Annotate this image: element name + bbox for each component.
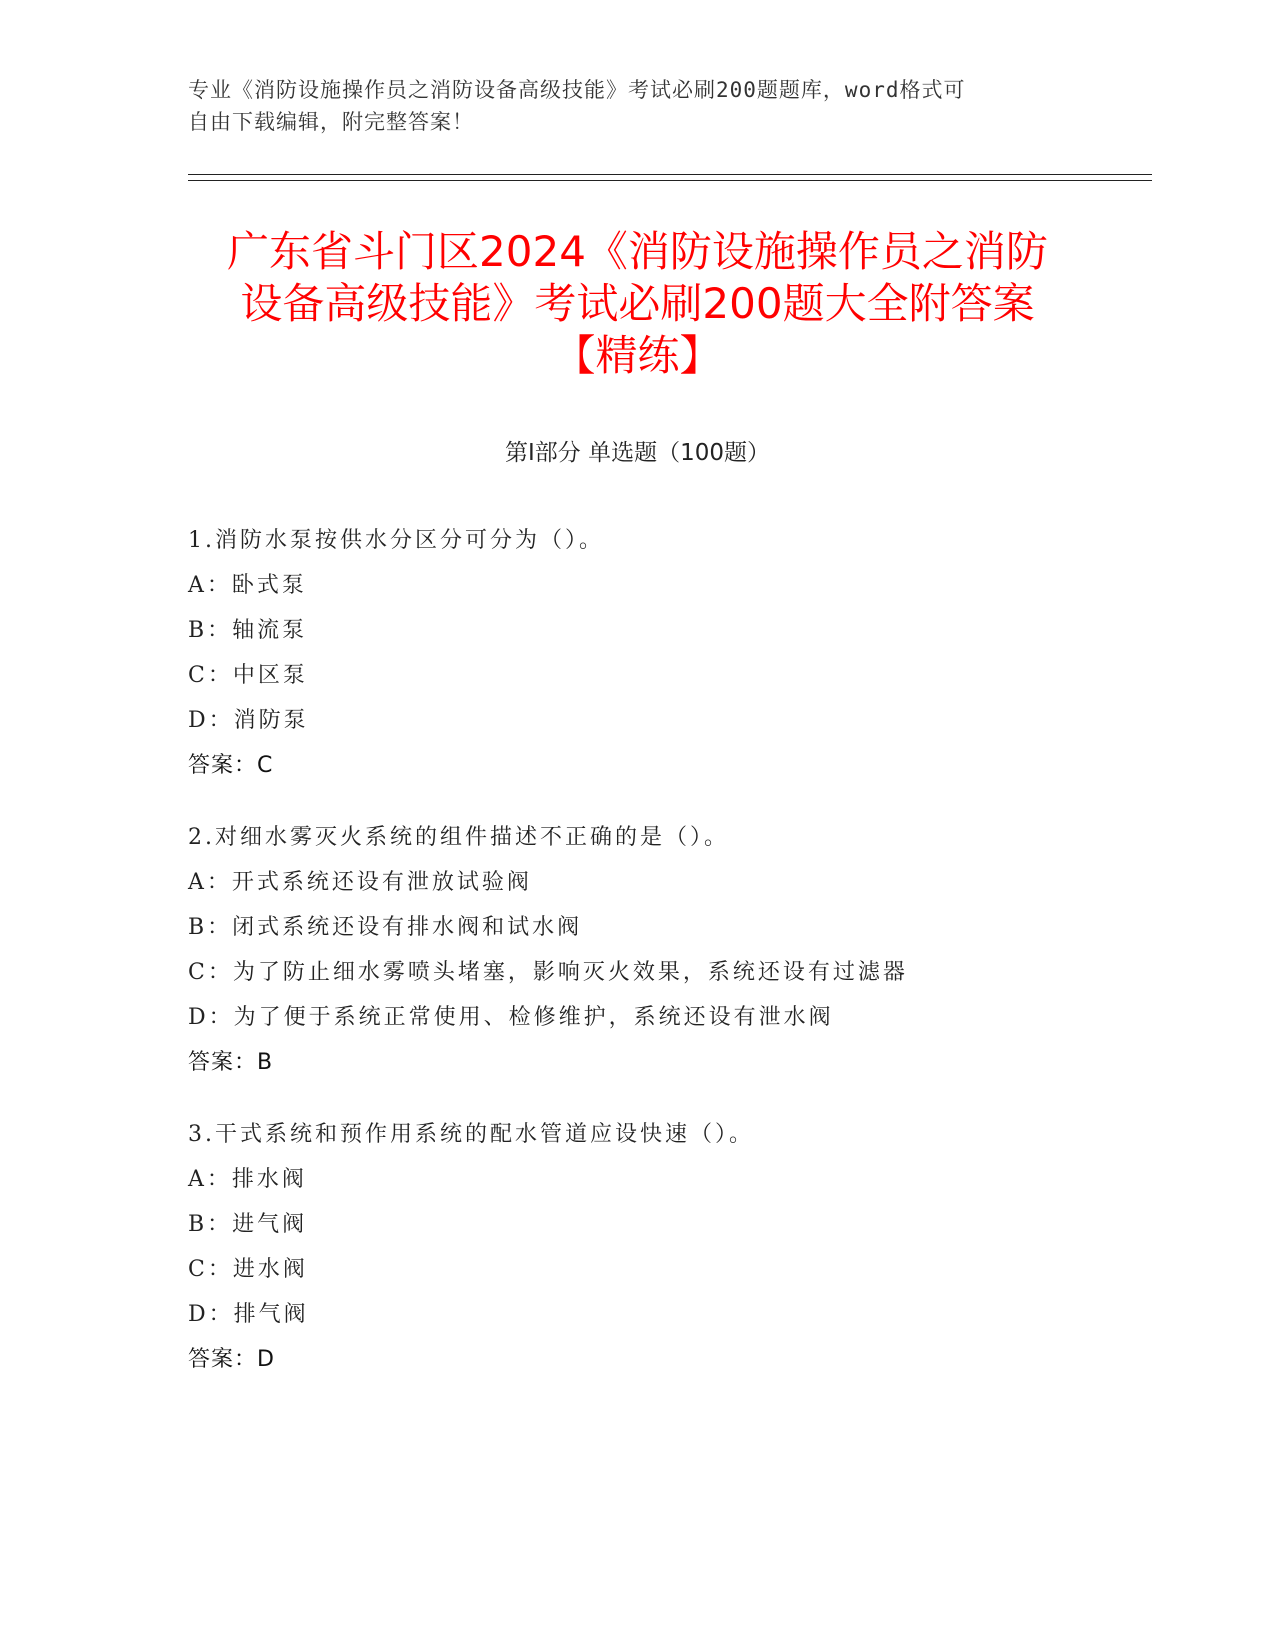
option-c: C：进水阀	[188, 1257, 308, 1282]
question-list	[188, 526, 1168, 1417]
question-stem: 1.消防水泵按供水分区分可分为（）。	[188, 528, 604, 553]
title-line-3: 【精练】	[553, 331, 722, 380]
question-3	[188, 1120, 1168, 1375]
document-title	[160, 226, 1115, 382]
option-a: A：开式系统还设有泄放试验阀	[188, 870, 532, 895]
title-line-2: 设备高级技能》考试必刷200题大全附答案	[240, 279, 1035, 328]
question-1	[188, 526, 1168, 781]
option-c: C：中区泵	[188, 663, 308, 688]
intro-line-1: 专业《消防设施操作员之消防设备高级技能》考试必刷200题题库，word格式可	[188, 78, 966, 102]
answer-key: 答案：C	[188, 753, 274, 778]
intro-line-2: 自由下载编辑，附完整答案！	[188, 110, 474, 134]
title-line-1: 广东省斗门区2024《消防设施操作员之消防	[227, 227, 1048, 276]
option-b: B：进气阀	[188, 1212, 308, 1237]
question-stem: 3.干式系统和预作用系统的配水管道应设快速（）。	[188, 1122, 754, 1147]
option-b: B：轴流泵	[188, 618, 308, 643]
section-heading: 第Ⅰ部分 单选题（100题）	[505, 440, 770, 466]
answer-key: 答案：D	[188, 1347, 275, 1372]
header-divider-top	[188, 174, 1152, 175]
header-divider-bottom	[188, 180, 1152, 181]
option-d: D：为了便于系统正常使用、检修维护，系统还设有泄水阀	[188, 1005, 834, 1030]
option-a: A：卧式泵	[188, 573, 307, 598]
question-2	[188, 823, 1168, 1078]
option-b: B：闭式系统还设有排水阀和试水阀	[188, 915, 583, 940]
option-a: A：排水阀	[188, 1167, 307, 1192]
document-intro	[188, 74, 1088, 138]
option-c: C：为了防止细水雾喷头堵塞，影响灭火效果，系统还设有过滤器	[188, 960, 908, 985]
answer-key: 答案：B	[188, 1050, 274, 1075]
option-d: D：消防泵	[188, 708, 309, 733]
question-stem: 2.对细水雾灭火系统的组件描述不正确的是（）。	[188, 825, 729, 850]
option-d: D：排气阀	[188, 1302, 309, 1327]
